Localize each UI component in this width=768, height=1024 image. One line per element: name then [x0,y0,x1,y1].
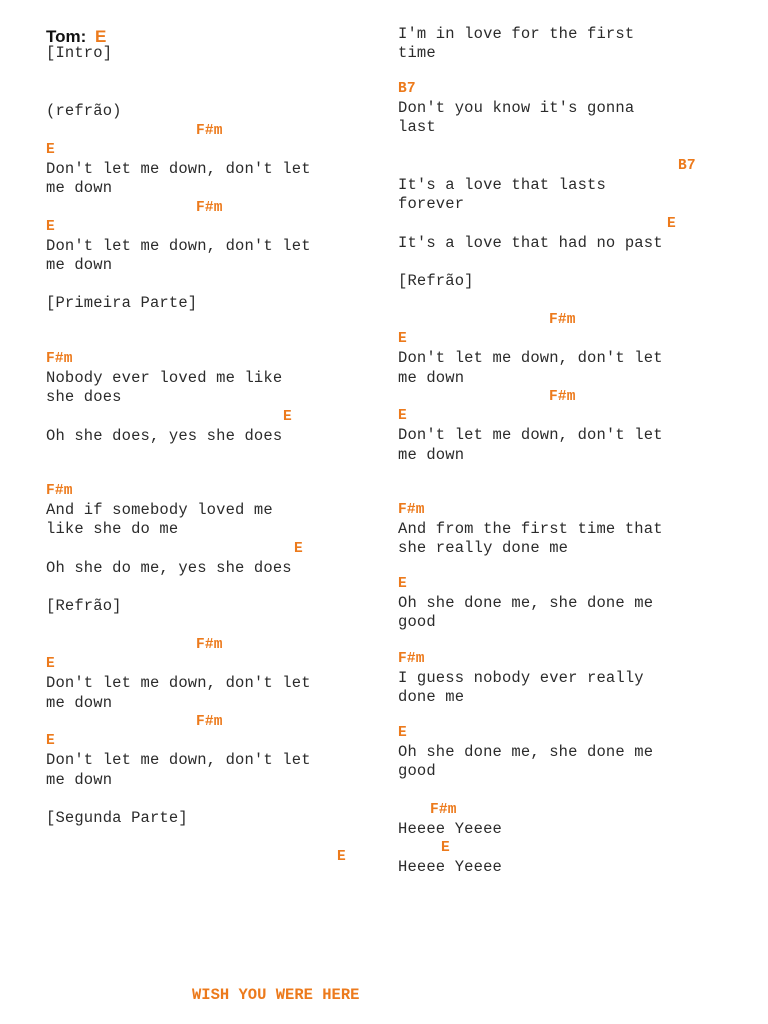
chord: F#m [549,389,576,405]
chord: E [46,733,55,749]
lyric-line: I'm in love for the first [398,25,635,43]
chord: F#m [196,200,223,216]
lyric-line: Oh she do me, yes she does [46,559,292,577]
section-label: (refrão) [46,102,122,120]
lyric-line: Don't let me down, don't let [46,674,311,692]
lyric-line: good [398,613,436,631]
section-label: [Intro] [46,44,113,62]
lyric-line: me down [398,369,465,387]
lyric-line: Oh she done me, she done me [398,743,654,761]
lyric-line: like she do me [46,520,179,538]
lyric-line: last [398,118,436,136]
chord: E [667,216,676,232]
lyric-line: Heeee Yeeee [398,858,502,876]
lyric-line: I guess nobody ever really [398,669,644,687]
chord: E [46,656,55,672]
lyric-line: It's a love that lasts [398,176,606,194]
lyric-line: And if somebody loved me [46,501,273,519]
chord: F#m [430,802,457,818]
chord: E [46,219,55,235]
lyric-line: Oh she does, yes she does [46,427,283,445]
chord: F#m [46,351,73,367]
lyric-line: Don't let me down, don't let [46,751,311,769]
next-song-link[interactable]: WISH YOU WERE HERE [192,986,360,1004]
chord: F#m [549,312,576,328]
lyric-line: forever [398,195,465,213]
chord: E [46,142,55,158]
lyric-line: Oh she done me, she done me [398,594,654,612]
chord: B7 [678,158,696,174]
lyric-line: Don't let me down, don't let [398,426,663,444]
key-label: Tom: [46,27,87,46]
lyric-line: Don't let me down, don't let [46,160,311,178]
chord: E [283,409,292,425]
chord: E [441,840,450,856]
lyric-line: Don't let me down, don't let [46,237,311,255]
chord: F#m [196,123,223,139]
section-label: [Segunda Parte] [46,809,188,827]
chord: B7 [398,81,416,97]
lyric-line: time [398,44,436,62]
lyric-line: me down [46,256,113,274]
lyric-line: me down [46,179,113,197]
lyric-line: Don't let me down, don't let [398,349,663,367]
key-value: E [95,27,107,46]
chord: F#m [398,502,425,518]
chord: E [398,576,407,592]
lyric-line: good [398,762,436,780]
chord: E [398,725,407,741]
section-label: [Refrão] [46,597,122,615]
lyric-line: she really done me [398,539,569,557]
lyric-line: me down [46,694,113,712]
lyric-line: Heeee Yeeee [398,820,502,838]
chord: F#m [196,714,223,730]
section-label: [Refrão] [398,272,474,290]
lyric-line: me down [398,446,465,464]
chord: F#m [46,483,73,499]
lyric-line: It's a love that had no past [398,234,663,252]
chord: F#m [196,637,223,653]
chord: E [398,408,407,424]
chord: E [337,849,346,865]
chord: E [294,541,303,557]
chord: E [398,331,407,347]
lyric-line: me down [46,771,113,789]
section-label: [Primeira Parte] [46,294,198,312]
chord: F#m [398,651,425,667]
lyric-line: she does [46,388,122,406]
lyric-line: Don't you know it's gonna [398,99,635,117]
lyric-line: And from the first time that [398,520,663,538]
lyric-line: Nobody ever loved me like [46,369,283,387]
lyric-line: done me [398,688,465,706]
